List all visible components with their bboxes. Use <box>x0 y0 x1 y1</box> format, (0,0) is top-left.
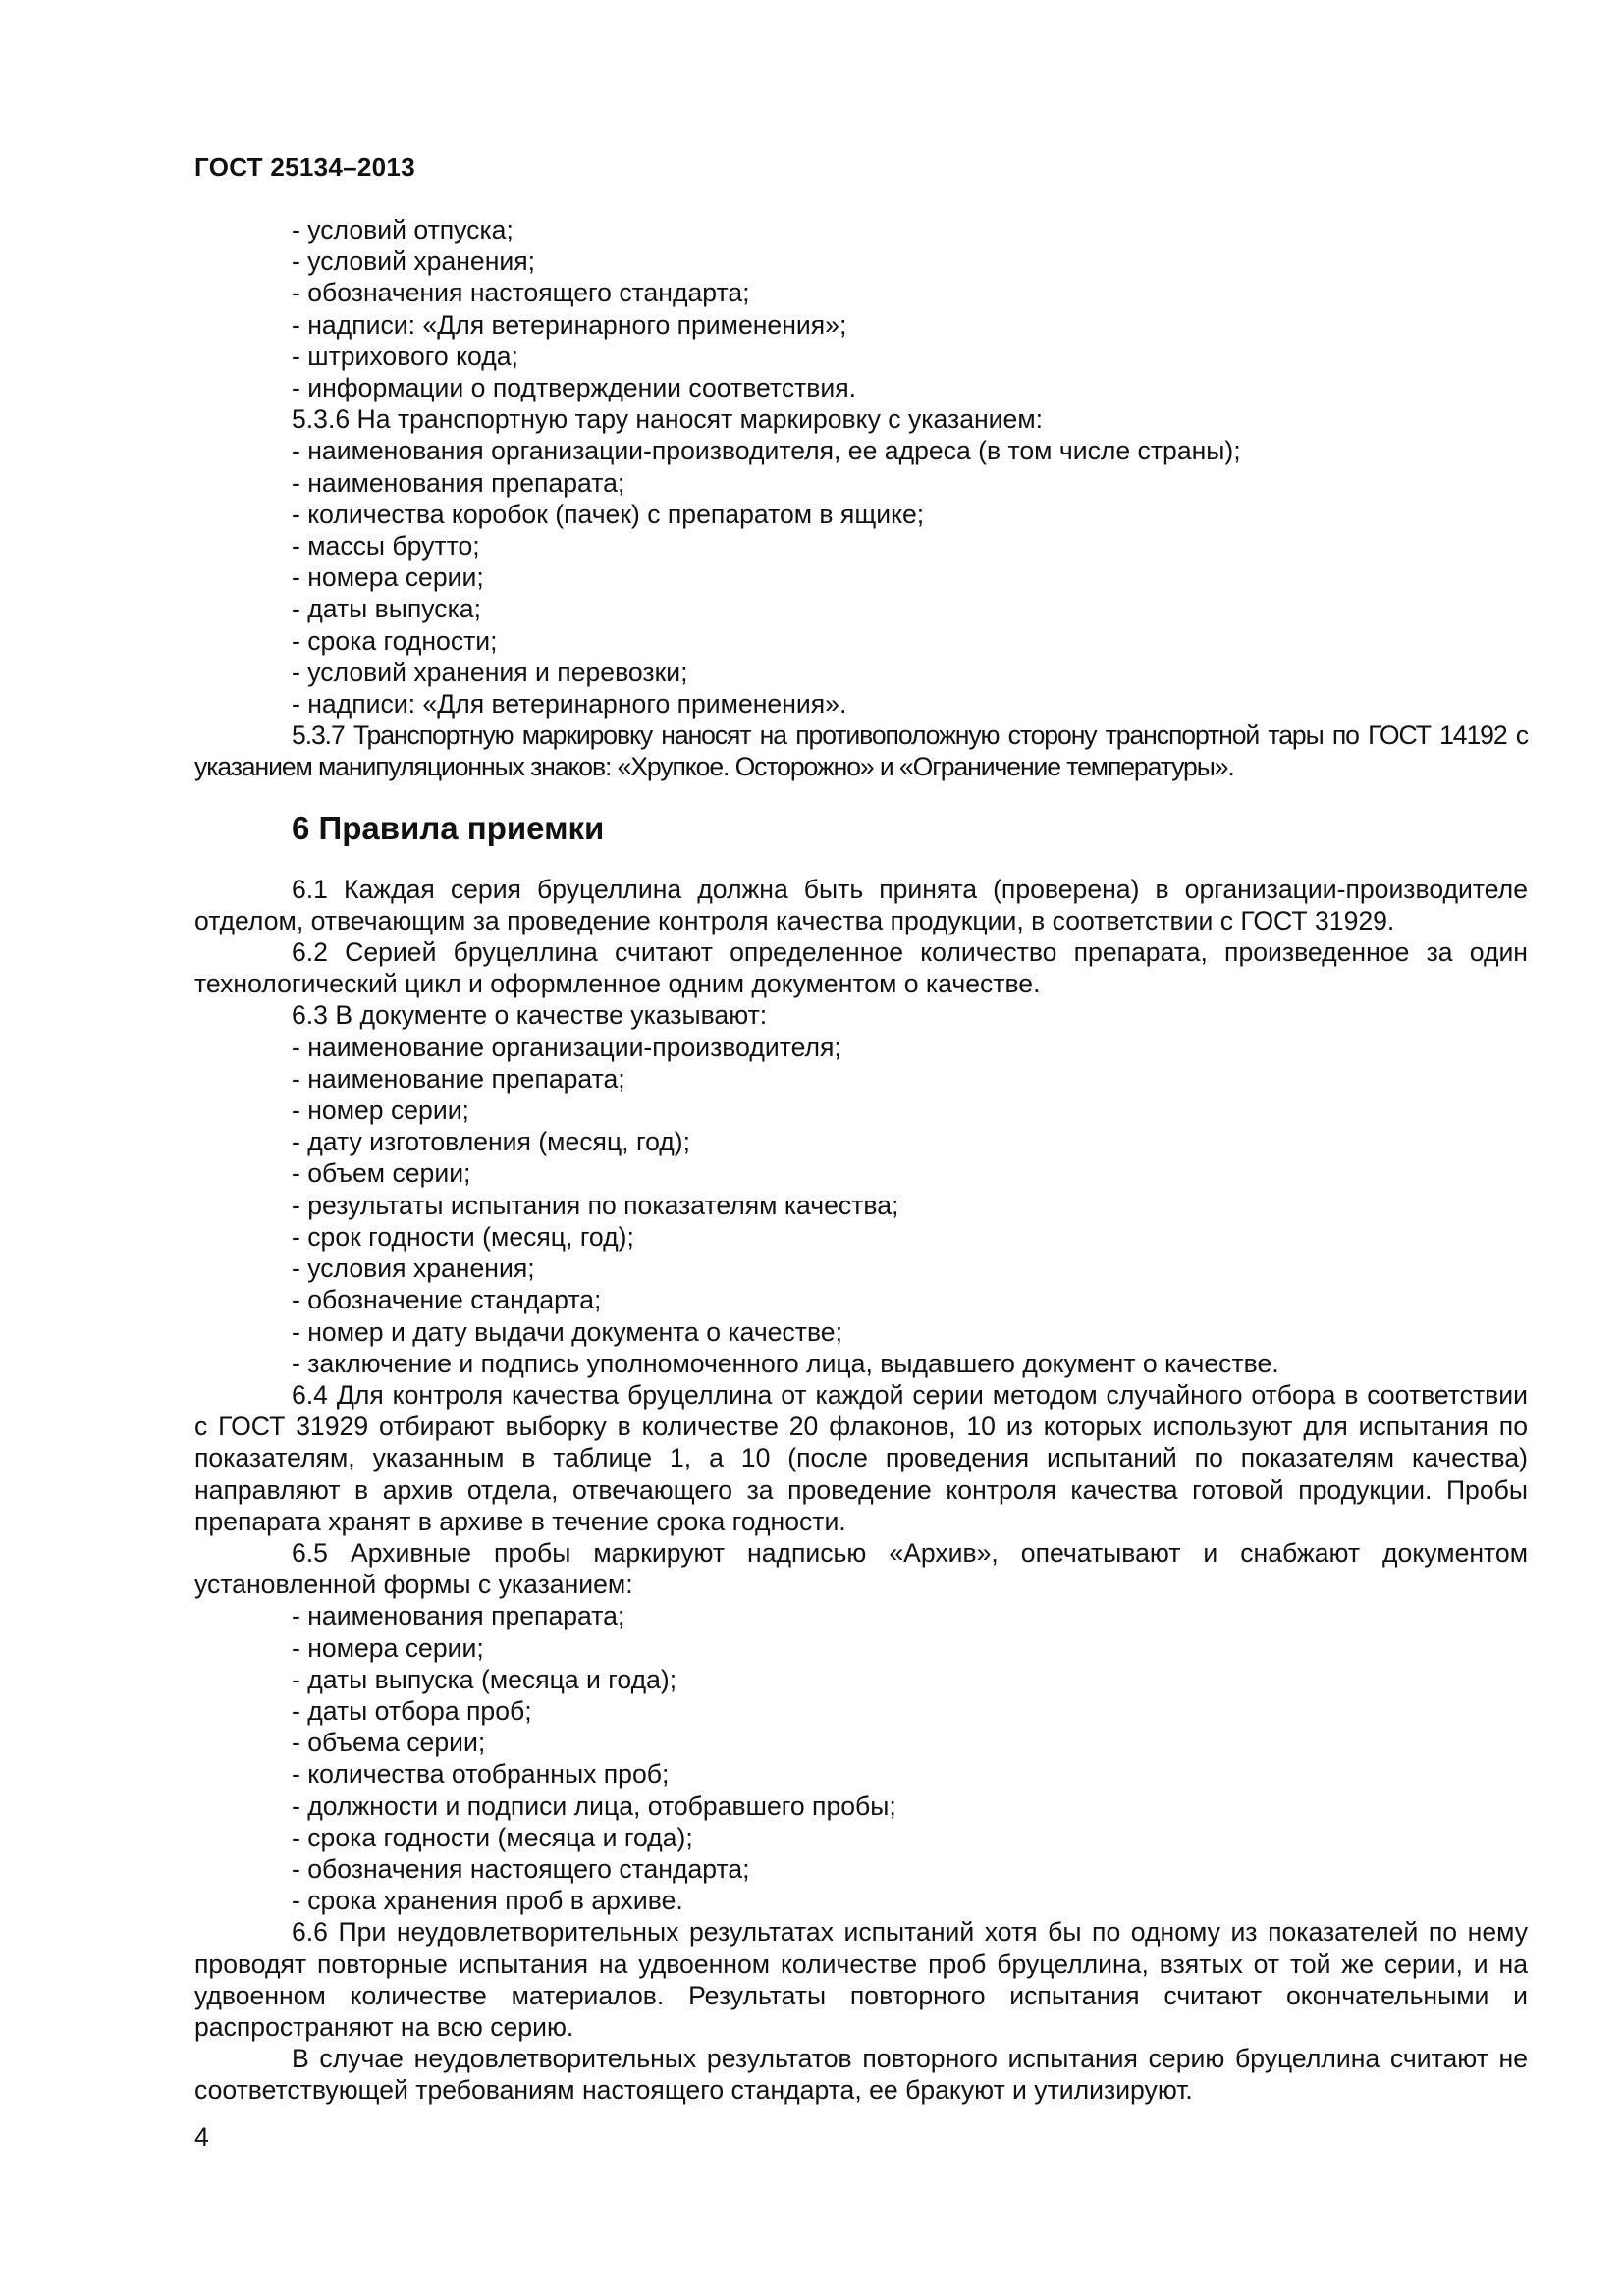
list-item: - условия хранения; <box>292 1254 535 1284</box>
clause-6-6-continuation: В случае неудовлетворительных результатов повторного испытания серию бруцеллина считают не соответствующей требованиям настоящего стандарта, ее бракуют и утилизируют. <box>194 2044 1528 2106</box>
clause-6-4: 6.4 Для контроля качества бруцеллина от каждой серии методом случайного отбора в соответствии с ГОСТ 31929 отбирают выборку в количестве 20 флаконов, 10 из которых используют для испытания по показателям, указанным в таблице 1, а 10 (после проведения испытаний по показателям качества) направляют в архив отдела, отвечающего за проведение контроля качества готовой продукции. Пробы препарата хранят в архиве в течение срока годности. <box>194 1379 1528 1536</box>
page-number: 4 <box>194 2122 209 2152</box>
list-item: - срок годности (месяц, год); <box>292 1221 634 1252</box>
clause-6-1: 6.1 Каждая серия бруцеллина должна быть принята (проверена) в организации-производителе отделом, отвечающим за проведение контроля качества продукции, в соответствии с ГОСТ 31929. <box>194 874 1528 935</box>
list-item: - номер и дату выдачи документа о качестве; <box>292 1316 842 1347</box>
list-item: - обозначения настоящего стандарта; <box>292 278 750 308</box>
section-6-title: 6 Правила приемки <box>292 809 605 846</box>
list-item: - наименования организации-производителя, ее адреса (в том числе страны); <box>292 436 1241 466</box>
list-item: - надписи: «Для ветеринарного применения». <box>292 689 847 720</box>
list-item: - штрихового кода; <box>292 341 518 371</box>
clause-6-2: 6.2 Серией бруцеллина считают определенное количество препарата, произведенное за один технологический цикл и оформленное одним документом о качестве. <box>194 937 1528 999</box>
list-item: - результаты испытания по показателям качества; <box>292 1190 899 1220</box>
list-item: - срока годности (месяца и года); <box>292 1822 693 1852</box>
page-content <box>194 214 1528 2107</box>
clause-5-3-7: 5.3.7 Транспортную маркировку наносят на противоположную сторону транспортной тары по ГОСТ 14192 с указанием манипуляционных знаков: «Хрупкое. Осторожно» и «Ограничение температуры». <box>194 721 1528 782</box>
list-item: - условий хранения; <box>292 246 536 277</box>
clause-6-5: 6.5 Архивные пробы маркируют надписью «Архив», опечатывают и снабжают документом установленной формы с указанием: <box>194 1537 1528 1600</box>
list-item: - даты выпуска; <box>292 594 481 624</box>
clause-5-3-6: 5.3.6 На транспортную тару наносят маркировку с указанием: <box>292 404 1043 435</box>
list-item: - объем серии; <box>292 1158 471 1189</box>
list-item: - даты отбора проб; <box>292 1695 532 1726</box>
list-item: - наименование препарата; <box>292 1063 625 1094</box>
list-item: - объема серии; <box>292 1728 486 1758</box>
page-header: ГОСТ 25134–2013 <box>194 152 415 182</box>
list-item: - наименование организации-производителя; <box>292 1032 841 1062</box>
list-item: - даты выпуска (месяца и года); <box>292 1664 677 1694</box>
list-item: - дату изготовления (месяц, год); <box>292 1127 691 1157</box>
list-item: - условий хранения и перевозки; <box>292 657 688 687</box>
list-item: - должности и подписи лица, отобравшего пробы; <box>292 1790 896 1821</box>
list-item: - обозначение стандарта; <box>292 1285 602 1315</box>
list-item: - наименования препарата; <box>292 1601 625 1631</box>
clause-6-6: 6.6 При неудовлетворительных результатах испытаний хотя бы по одному из показателей по нему проводят повторные испытания на удвоенном количестве проб бруцеллина, взятых от той же серии, и на удвоенном количестве материалов. Результаты повторного испытания считают окончательными и распространяют на всю серию. <box>194 1917 1528 2042</box>
list-item: - надписи: «Для ветеринарного применения»; <box>292 309 847 340</box>
list-item: - номера серии; <box>292 1632 484 1663</box>
list-item: - наименования препарата; <box>292 467 625 498</box>
list-block-b <box>194 999 1528 1378</box>
list-item: - срока хранения проб в архиве. <box>292 1886 683 1916</box>
list-item: - количества коробок (пачек) с препаратом в ящике; <box>292 499 925 529</box>
list-item: - информации о подтверждении соответствия. <box>292 373 857 403</box>
list-item: - номер серии; <box>292 1095 469 1126</box>
list-item: - заключение и подпись уполномоченного лица, выдавшего документ о качестве. <box>292 1348 1279 1378</box>
list-item: - срока годности; <box>292 625 498 656</box>
list-item: - номера серии; <box>292 562 484 593</box>
clause-6-3: 6.3 В документе о качестве указывают: <box>292 1000 768 1031</box>
list-block-a <box>194 214 1528 720</box>
list-item: - массы брутто; <box>292 531 480 561</box>
list-item: - количества отобранных проб; <box>292 1759 670 1789</box>
list-item: - условий отпуска; <box>292 215 514 244</box>
list-block-c <box>194 1600 1528 1916</box>
list-item: - обозначения настоящего стандарта; <box>292 1853 750 1884</box>
